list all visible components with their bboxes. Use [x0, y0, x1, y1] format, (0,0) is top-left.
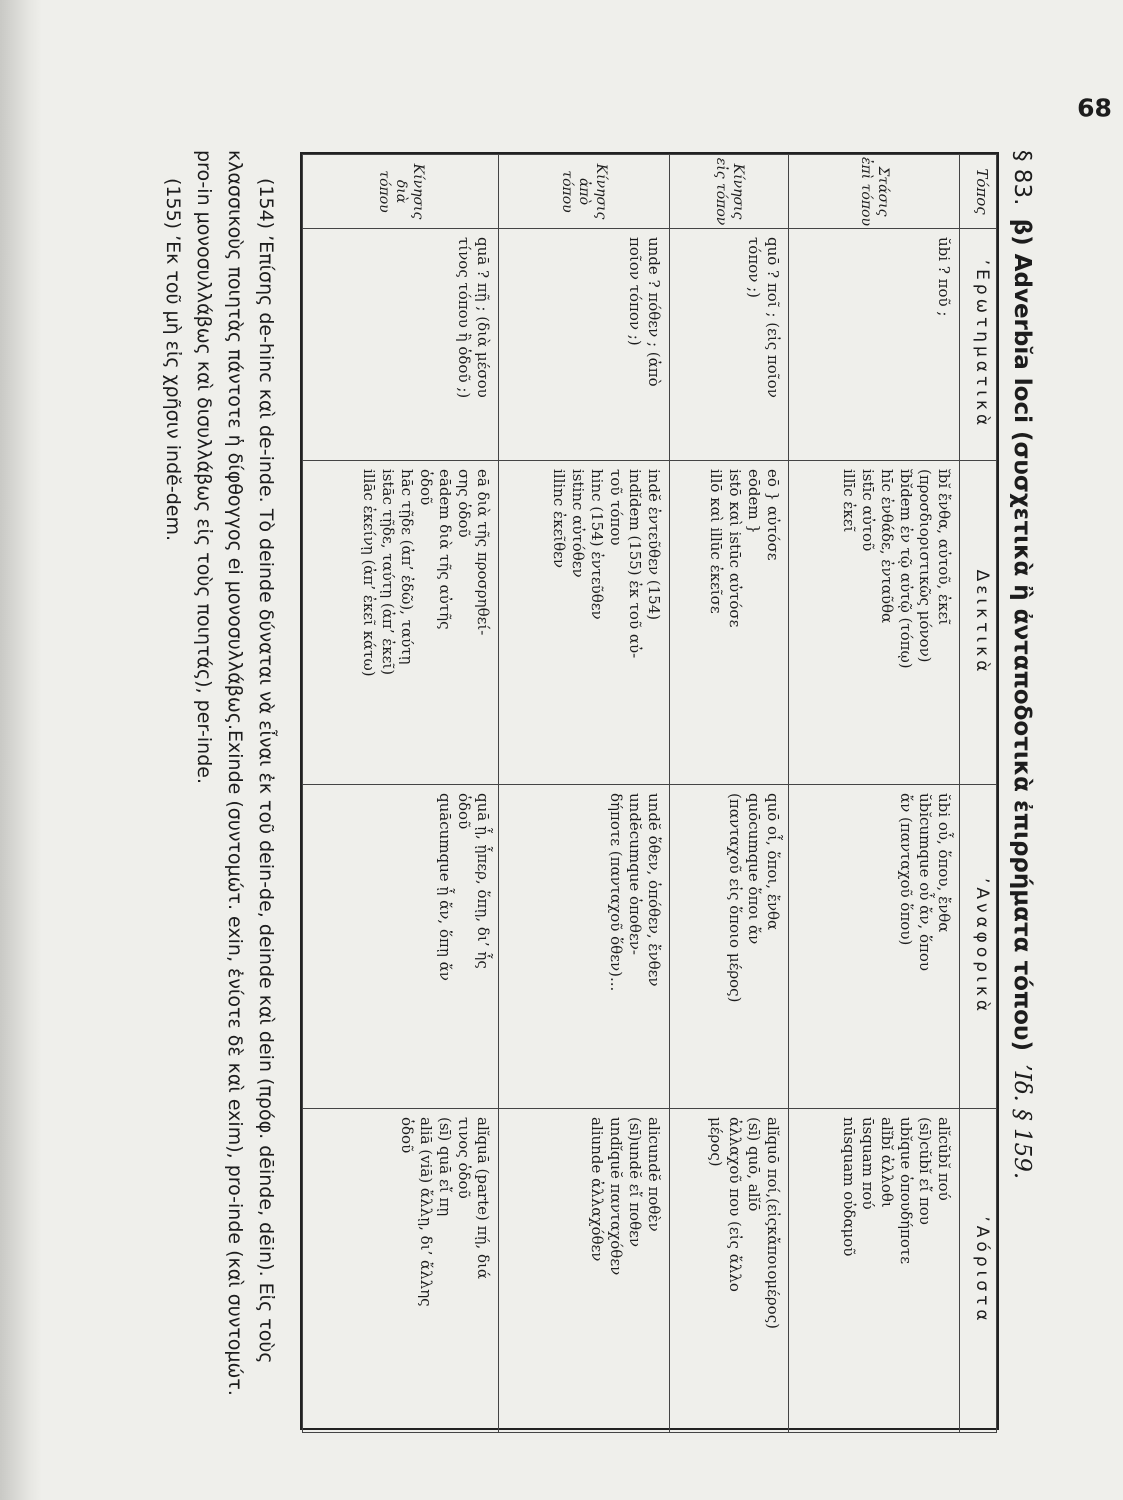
page-number: 68	[1077, 93, 1112, 123]
interrogative-cell: quā ? πῇ ; (διὰ μέσου τίνος τόπου ἢ ὁδοῦ ;)	[303, 229, 499, 461]
relative-cell: ŭbi οὗ, ὅπου, ἔνθα ŭbĭcumque οὗ ἄν, ὅπου ἄν (πανταχοῦ ὅπου)	[789, 785, 960, 1109]
relative-cell: undĕ ὅθεν, ὁπόθεν, ἔνθεν undĕcumque ὁποθεν- δήποτε (πανταχοῦ ὅθεν)...	[499, 785, 670, 1109]
table-header-row	[960, 155, 997, 1433]
indefinite-cell: alicundĕ ποθὲν (sī)undĕ εἴ ποθεν undĭquĕ πανταχόθεν aliunde ἀλλαχόθεν	[499, 1109, 670, 1433]
indefinite-cell: alĭcŭbĭ πού (sī)cŭbĭ εἴ που ubĭque ὁπουδήποτε alĭbĭ ἀλλοθι ūsquam πού nūsquam οὐδαμοῦ	[789, 1109, 960, 1433]
header-indefinite: ’Αόριστα	[960, 1109, 997, 1433]
cross-reference: ’Ιδ. § 159.	[1009, 1064, 1035, 1180]
header-interrogative: ’Ερωτηματικὰ	[960, 229, 997, 461]
section-title: β) Adverbĭa loci (συσχετικὰ ἢ ἀνταποδοτικὰ ἐπιρρήματα τόπου)	[1009, 218, 1035, 1051]
footnotes	[157, 150, 281, 1440]
demonstrative-cell: indĕ ἐντεῦθεν (154) indĭdem (155) ἐκ τοῦ αὐ- τοῦ τόπου hinc (154) ἐντεῦθεν istinc αὐτόθεν illinc ἐκεῖθεν	[499, 461, 670, 785]
header-demonstrative: Δεικτικὰ	[960, 461, 997, 785]
header-place: Τόπος	[960, 155, 997, 229]
table-row	[499, 155, 670, 1433]
section-heading	[1009, 150, 1035, 1440]
indefinite-cell: alĭquā (parte) πῄ, διά τινος ὁδοῦ (sī) quā εἴ πῃ aliā (viā) ἄλλῃ, δι’ ἄλλης ὁδοῦ	[303, 1109, 499, 1433]
row-category: Στάσις ἐπὶ τόπου	[789, 155, 960, 229]
interrogative-cell: unde ? πόθεν ; (ἀπὸ ποῖον τόπον ;)	[499, 229, 670, 461]
table-row	[669, 155, 789, 1433]
row-category: Κίνησις ἀπὸ τόπου	[499, 155, 670, 229]
footnote-155: (155) ’Εκ τοῦ μὴ εἰς χρῆσιν indĕ-dem.	[162, 178, 184, 541]
header-relative: ’Αναφορικὰ	[960, 785, 997, 1109]
row-category: Κίνησις διὰ τόπου	[303, 155, 499, 229]
relative-cell: quō οἷ, ὅποι, ἔνθα quōcumque ὅποι ἄν (πανταχοῦ εἰς ὅποιο μέρος)	[669, 785, 789, 1109]
relative-cell: quā ᾗ, ᾗπερ, ὅπῃ, δι’ ἧς ὁδοῦ quācumque ᾗ ἄν, ὅπῃ ἄν	[303, 785, 499, 1109]
row-category: Κίνησις εἰς τόπον	[669, 155, 789, 229]
interrogative-cell: ŭbi ? ποῦ ;	[789, 229, 960, 461]
indefinite-cell: alĭquō ποί,(εἰςκἄποιομέρος) (sī) quō, alĭō ἀλλαχοῦ που (εἰς ἄλλο μέρος)	[669, 1109, 789, 1433]
section-number: § 83.	[1009, 150, 1035, 206]
footnote-154: (154) ’Επίσης de-hinc καὶ de-inde. Τὸ deinde δύναται νὰ εἶναι ἐκ τοῦ dein-de, deinde καὶ dein (πρόφ. dēinde, dēin). Εἰς τοὺς κλασσικοὺς ποιητὰς πάντοτε ἡ δίφθογγος ei μονοσυλλάβως.Exinde (συντομώτ. exin, ἐνίοτε δὲ καὶ exim), pro-inde (καὶ συντομώτ. pro-in μονοσυλλάβως καὶ δισυλλάβως εἰς τοὺς ποιητάς), per-inde.	[193, 150, 277, 1396]
table-row	[303, 155, 499, 1433]
interrogative-cell: quō ? ποῖ ; (εἰς ποῖον τόπον ;)	[669, 229, 789, 461]
demonstrative-cell: eā διὰ τῆς προσρηθεί- σης ὁδοῦ eādem διὰ τῆς αὐτῆς ὁδοῦ hāc τῇδε (ἀπ’ ἐδῶ), ταύτῃ istāc τῇδε, ταύτῃ (ἀπ’ ἐκεῖ) illāc ἐκείνῃ (ἀπ’ ἐκεῖ κάτω)	[303, 461, 499, 785]
demonstrative-cell: eō } αὐτόσε eōdem } istō καὶ istūc αὐτόσε illō καὶ illūc ἐκεῖσε	[669, 461, 789, 785]
adverbs-table	[300, 152, 999, 1430]
table-row	[789, 155, 960, 1433]
demonstrative-cell: ĭbĭ ἔνθα, αὐτοῦ, ἐκεῖ (προσδιοριστικῶς μόνον) ĭbĭdem ἐν τῷ αὐτῷ (τόπῳ) hīc ἐνθάδε, ἐνταῦθα istīc αὐτοῦ illīc ἐκεῖ	[789, 461, 960, 785]
